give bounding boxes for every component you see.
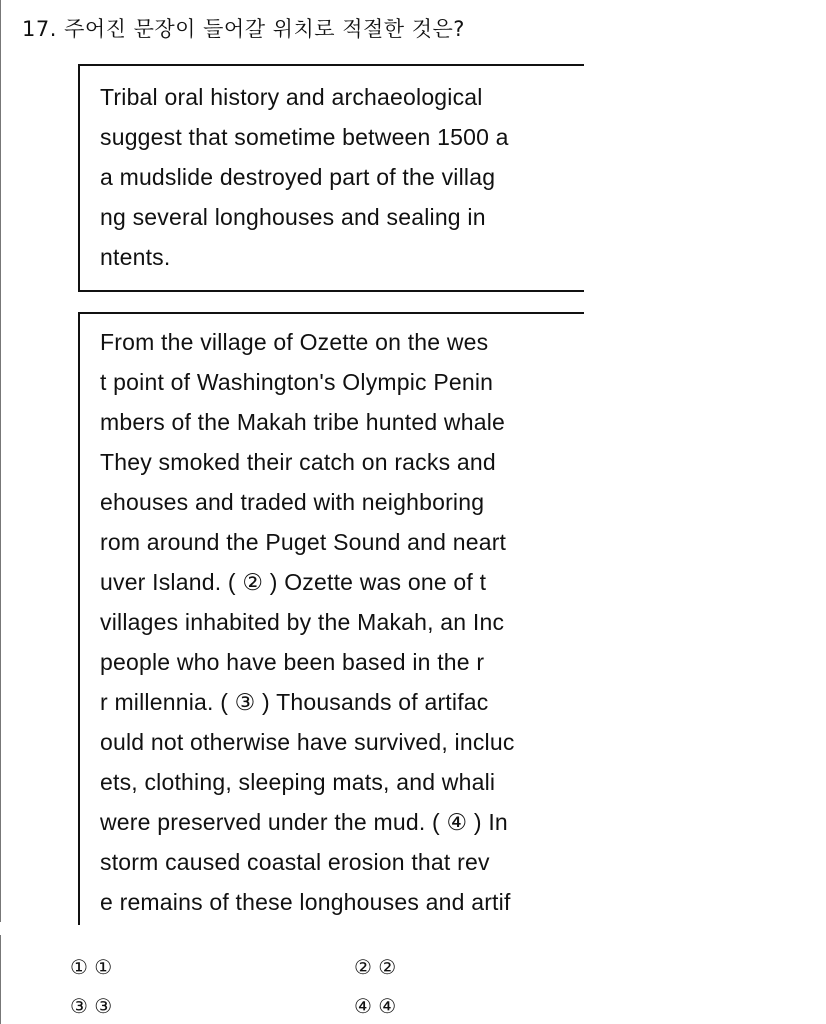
passage-line: t point of Washington's Olympic Penin — [100, 369, 494, 395]
passage-line: mbers of the Makah tribe hunted whale — [100, 409, 506, 435]
given-sentence-line: Tribal oral history and archaeological — [100, 84, 483, 110]
passage-line: uver Island. ( ② ) Ozette was one of t — [100, 569, 487, 595]
given-sentence-line: ntents. — [100, 244, 171, 270]
answer-choice-2[interactable]: ② ② — [354, 955, 397, 979]
passage-line: ehouses and traded with neighboring — [100, 489, 485, 515]
given-sentence-box — [78, 64, 584, 292]
passage-line: ould not otherwise have survived, incluc — [100, 729, 515, 755]
answer-choice-4[interactable]: ④ ④ — [354, 994, 397, 1018]
passage-line: people who have been based in the r — [100, 649, 485, 675]
passage-line: storm caused coastal erosion that rev — [100, 849, 490, 875]
passage-box — [78, 312, 584, 925]
passage-line: villages inhabited by the Makah, an Inc — [100, 609, 505, 635]
given-sentence-line: ng several longhouses and sealing in — [100, 204, 486, 230]
passage-line: r millennia. ( ③ ) Thousands of artifac — [100, 689, 489, 715]
given-sentence-line: a mudslide destroyed part of the villag — [100, 164, 496, 190]
passage-line: rom around the Puget Sound and neart — [100, 529, 507, 555]
answer-choice-1[interactable]: ① ① — [70, 955, 113, 979]
passage-line: e remains of these longhouses and artif — [100, 889, 511, 915]
passage-line: From the village of Ozette on the wes — [100, 329, 489, 355]
passage-line: ets, clothing, sleeping mats, and whali — [100, 769, 496, 795]
answer-choice-3[interactable]: ③ ③ — [70, 994, 113, 1018]
passage-line: They smoked their catch on racks and — [100, 449, 496, 475]
question-title: 17. 주어진 문장이 들어갈 위치로 적절한 것은? — [22, 17, 465, 41]
given-sentence-line: suggest that sometime between 1500 a — [100, 124, 509, 150]
passage-line: were preserved under the mud. ( ④ ) In — [100, 809, 508, 835]
left-margin-line-bottom — [0, 935, 1, 1024]
